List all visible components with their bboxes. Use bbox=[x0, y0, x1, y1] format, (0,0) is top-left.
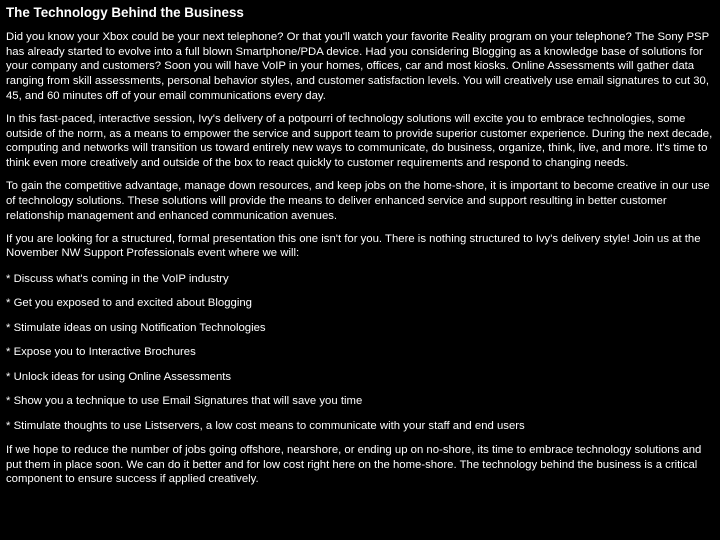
bullet-item-brochures: * Expose you to Interactive Brochures bbox=[6, 346, 196, 359]
intro-paragraph-4: If you are looking for a structured, formal presentation this one isn't for you. There is nothing structured to Ivy's delivery style! Join us at the November NW Support Professionals event where we will: bbox=[6, 232, 701, 260]
intro-paragraph-2: In this fast-paced, interactive session, Ivy's delivery of a potpourri of technology solutions will excite you to embrace technologies, some outside of the norm, as a means to empower the service and support team to provide superior customer experience. During the next decade, computing and networks will transition us toward entirely new ways to communicate, do business, organize, think, live, and more. It's time to think even more creatively and outside of the box to react quickly to customer requirements and respond to changing needs. bbox=[6, 112, 713, 170]
bullet-item-voip: * Discuss what's coming in the VoIP industry bbox=[6, 272, 229, 285]
page-title: The Technology Behind the Business bbox=[6, 5, 244, 20]
bullet-item-blogging: * Get you exposed to and excited about Blogging bbox=[6, 297, 252, 310]
intro-paragraph-1: Did you know your Xbox could be your next telephone? Or that you'll watch your favorite Reality program on your telephone? The Sony PSP has already started to evolve into a full blown Smartphone/PDA device. Had you considering Blogging as a knowledge base of solutions for your company and customers? Soon you will have VoIP in your homes, offices, car and most kiosks. Online Assessments will gather data ranging from skill assessments, personal behavior styles, and customer satisfaction levels. You will creatively use email signatures to cut 30, 45, and 60 minutes off of your email communications every day. bbox=[6, 31, 710, 102]
closing-paragraph: If we hope to reduce the number of jobs going offshore, nearshore, or ending up on no-shore, its time to embrace technology solutions and put them in place soon. We can do it better and for low cost right here on the home-shore. The technology behind the business is a critical component to ensure success if applied creatively. bbox=[6, 444, 702, 486]
bullet-item-assessments: * Unlock ideas for using Online Assessments bbox=[6, 370, 232, 383]
intro-paragraph-3: To gain the competitive advantage, manage down resources, and keep jobs on the home-shore, it is important to become creative in our use of technology solutions. These solutions will provide the means to deliver enhanced service and support resulting in better customer relationship management and enhanced communication avenues. bbox=[6, 180, 710, 222]
bullet-item-notification: * Stimulate ideas on using Notification Technologies bbox=[6, 321, 266, 334]
bullet-item-signatures: * Show you a technique to use Email Signatures that will save you time bbox=[6, 395, 363, 408]
bullet-item-listservers: * Stimulate thoughts to use Listservers, a low cost means to communicate with your staff and end users bbox=[6, 419, 525, 432]
